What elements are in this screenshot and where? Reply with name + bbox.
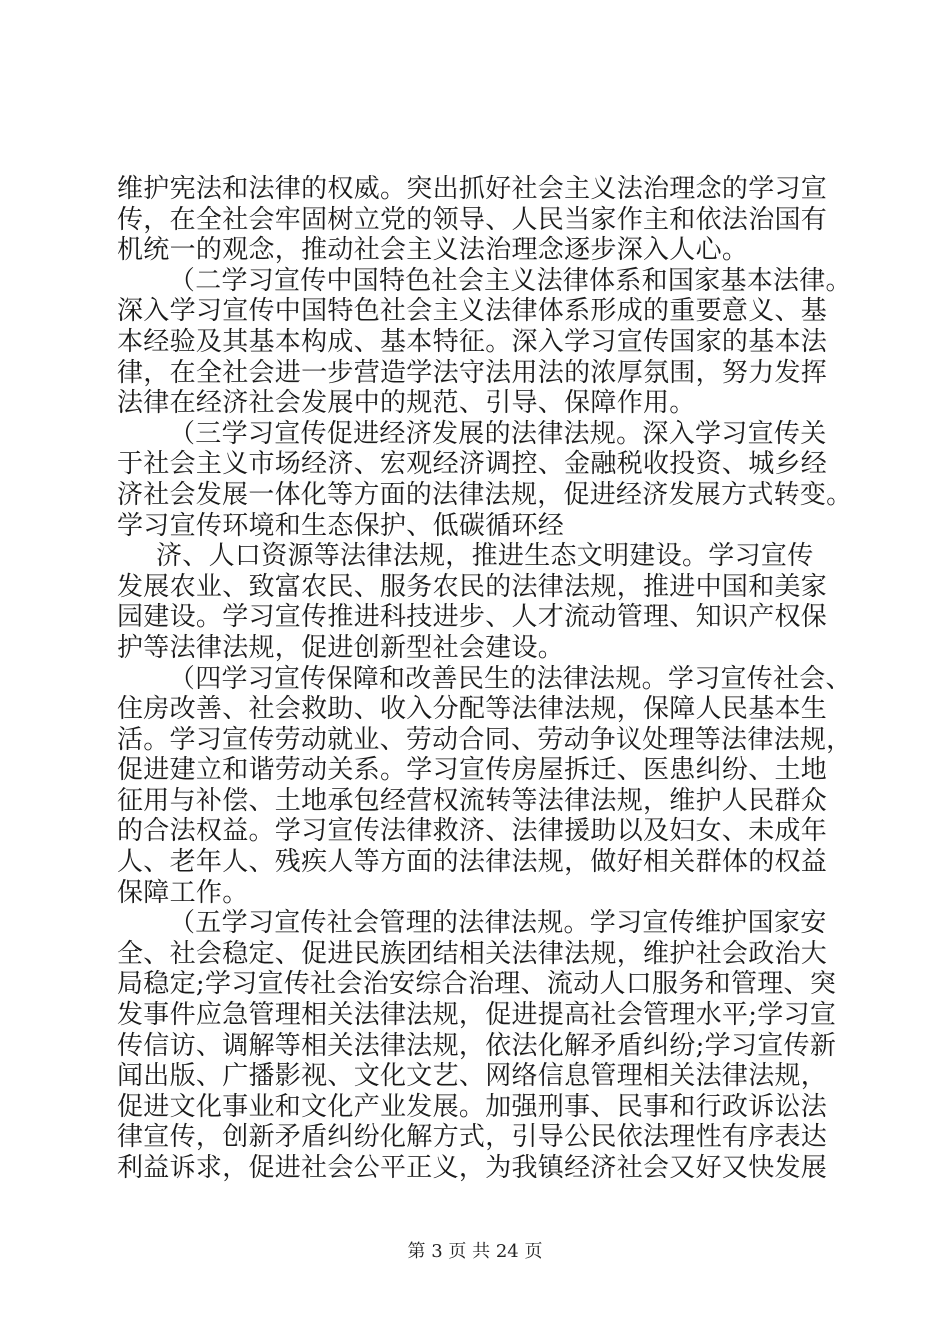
text-line: 促进建立和谐劳动关系。学习宣传房屋拆迁、医患纠纷、土地 <box>117 755 828 786</box>
text-line: 人、老年人、残疾人等方面的法律法规，做好相关群体的权益 <box>117 847 828 878</box>
text-line: 本经验及其基本构成、基本特征。深入学习宣传国家的基本法 <box>117 326 828 357</box>
text-line: （二学习宣传中国特色社会主义法律体系和国家基本法律。 <box>168 265 852 296</box>
text-line: 发展农业、致富农民、服务农民的法律法规，推进中国和美家 <box>117 571 828 602</box>
text-line: 住房改善、社会救助、收入分配等法律法规，保障人民基本生 <box>117 694 828 725</box>
text-line: 机统一的观念，推动社会主义法治理念逐步深入人心。 <box>117 235 749 266</box>
text-line: 活。学习宣传劳动就业、劳动合同、劳动争议处理等法律法规， <box>117 724 853 755</box>
text-line: 于社会主义市场经济、宏观经济调控、金融税收投资、城乡经 <box>117 449 828 480</box>
text-line: 园建设。学习宣传推进科技进步、人才流动管理、知识产权保 <box>117 602 828 633</box>
text-line: 护等法律法规，促进创新型社会建设。 <box>117 632 565 663</box>
text-line: 法律在经济社会发展中的规范、引导、保障作用。 <box>117 388 696 419</box>
text-line: 济社会发展一体化等方面的法律法规，促进经济发展方式转变。 <box>117 479 853 510</box>
body-text <box>117 174 852 1184</box>
text-line: 深入学习宣传中国特色社会主义法律体系形成的重要意义、基 <box>117 296 828 327</box>
text-line: 维护宪法和法律的权威。突出抓好社会主义法治理念的学习宣 <box>117 174 828 204</box>
text-line: 局稳定;学习宣传社会治安综合治理、流动人口服务和管理、突 <box>117 969 837 1000</box>
text-line: 传，在全社会牢固树立党的领导、人民当家作主和依法治国有 <box>117 204 828 235</box>
text-line: 利益诉求，促进社会公平正义，为我镇经济社会又好又快发展 <box>117 1153 828 1183</box>
text-line: 的合法权益。学习宣传法律救济、法律援助以及妇女、未成年 <box>117 816 828 847</box>
text-line: 济、人口资源等法律法规，推进生态文明建设。学习宣传 <box>156 541 814 572</box>
text-line: 促进文化事业和文化产业发展。加强刑事、民事和行政诉讼法 <box>117 1091 828 1122</box>
text-line: 律宣传，创新矛盾纠纷化解方式，引导公民依法理性有序表达 <box>117 1122 828 1153</box>
text-line: 闻出版、广播影视、文化文艺、网络信息管理相关法律法规， <box>117 1061 828 1092</box>
text-line: 学习宣传环境和生态保护、低碳循环经 <box>117 510 565 541</box>
text-line: 全、社会稳定、促进民族团结相关法律法规，维护社会政治大 <box>117 938 828 969</box>
text-line: 保障工作。 <box>117 877 249 908</box>
page-number-footer: 第 3 页 共 24 页 <box>407 1241 543 1262</box>
text-line: 律，在全社会进一步营造学法守法用法的浓厚氛围，努力发挥 <box>117 357 828 388</box>
text-line: 传信访、调解等相关法律法规，依法化解矛盾纠纷;学习宣传新 <box>117 1030 837 1061</box>
text-line: 发事件应急管理相关法律法规，促进提高社会管理水平;学习宣 <box>117 1000 837 1031</box>
text-line: （五学习宣传社会管理的法律法规。学习宣传维护国家安 <box>169 908 827 939</box>
text-line: 征用与补偿、土地承包经营权流转等法律法规，维护人民群众 <box>117 785 828 816</box>
text-line: （四学习宣传保障和改善民生的法律法规。学习宣传社会、 <box>168 663 852 694</box>
text-line: （三学习宣传促进经济发展的法律法规。深入学习宣传关 <box>169 418 827 449</box>
